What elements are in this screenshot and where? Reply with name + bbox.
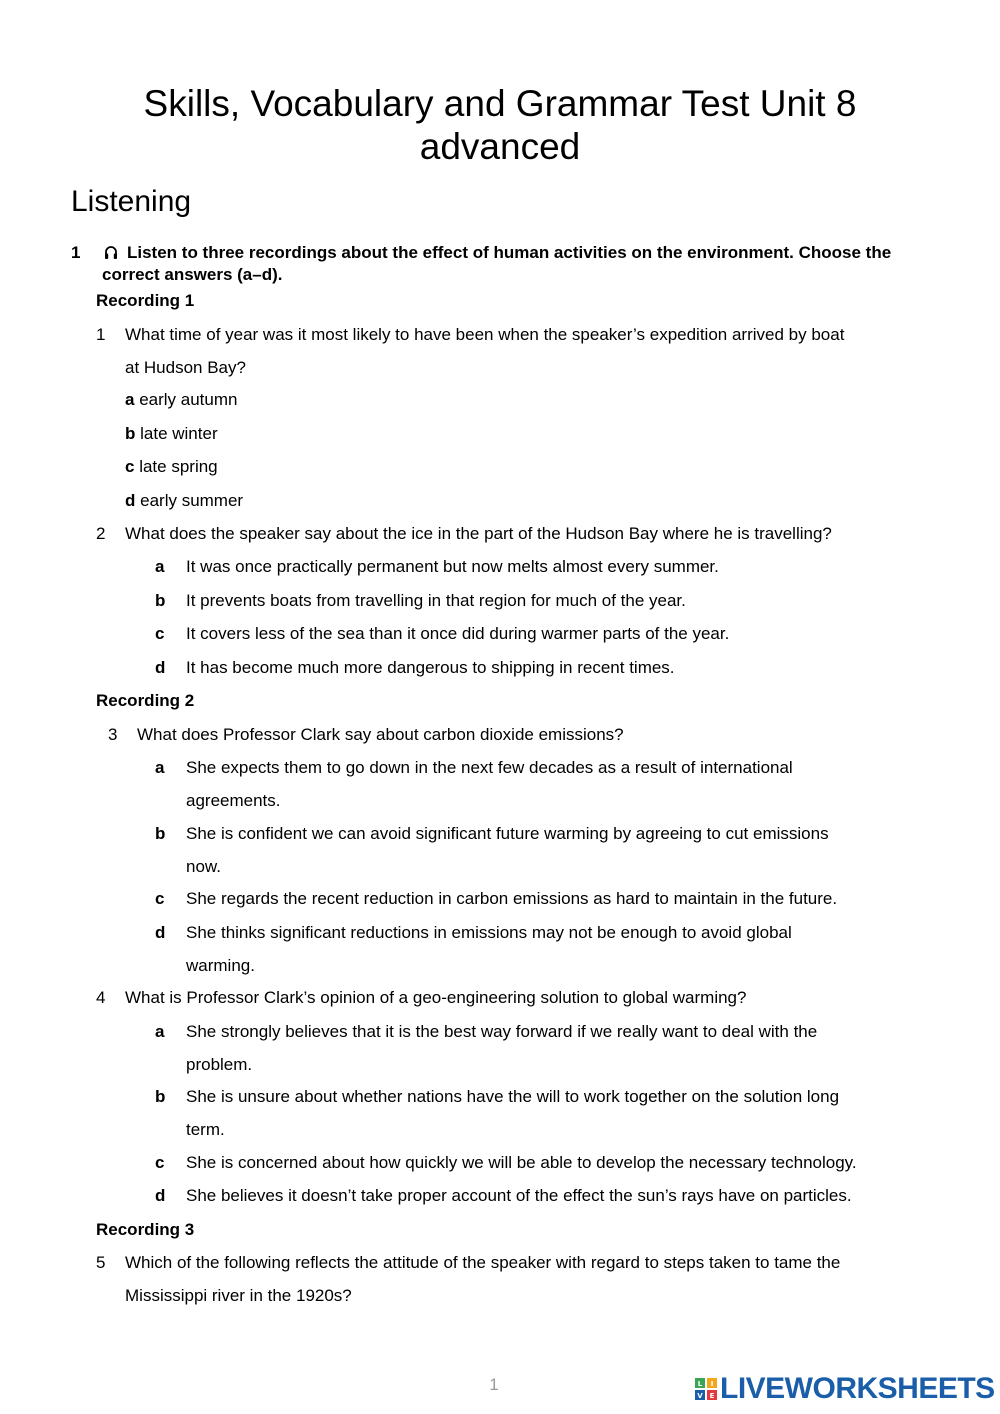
option-text-line-1: She is confident we can avoid significant future warming by agreeing to cut emissions <box>186 824 829 843</box>
recording-heading-2: Recording 2 <box>96 691 195 710</box>
question-number: 3 <box>108 725 118 744</box>
option-1c[interactable] <box>125 456 218 478</box>
option-text-line-1: She is unsure about whether nations have the will to work together on the solution long <box>186 1087 840 1106</box>
logo-letter-i: I <box>710 1380 714 1388</box>
task-number: 1 <box>71 243 81 262</box>
option-text: She regards the recent reduction in carbon emissions as hard to maintain in the future. <box>186 889 838 908</box>
brand-name: LIVEWORKSHEETS <box>720 1372 995 1405</box>
option-text: It has become much more dangerous to shipping in recent times. <box>186 658 675 677</box>
question-text: What is Professor Clark’s opinion of a geo-engineering solution to global warming? <box>125 988 747 1007</box>
option-text: late winter <box>140 424 218 443</box>
option-letter: d <box>155 1186 166 1205</box>
option-text-line-2: term. <box>186 1120 225 1139</box>
title-line-2: advanced <box>419 126 581 167</box>
option-letter: b <box>155 824 166 843</box>
option-1a[interactable] <box>125 389 237 411</box>
option-text: She believes it doesn’t take proper account of the effect the sun’s rays have on particles. <box>186 1186 852 1205</box>
question-text-line-1: Which of the following reflects the attitude of the speaker with regard to steps taken to tame the <box>125 1253 841 1272</box>
liveworksheets-logo[interactable] <box>694 1374 995 1404</box>
question-number: 5 <box>96 1253 106 1272</box>
liveworksheets-logo-icon <box>694 1377 718 1401</box>
option-text: It prevents boats from travelling in that region for much of the year. <box>186 591 686 610</box>
option-letter: c <box>155 889 165 908</box>
option-letter: a <box>155 1022 165 1041</box>
title-line-1: Skills, Vocabulary and Grammar Test Unit 8 <box>143 83 857 124</box>
page-title <box>0 82 1000 168</box>
question-text: What does the speaker say about the ice in the part of the Hudson Bay where he is travelling? <box>125 524 832 543</box>
option-letter: c <box>125 457 135 476</box>
option-letter: c <box>155 1153 165 1172</box>
option-text-line-1: She strongly believes that it is the best way forward if we really want to deal with the <box>186 1022 818 1041</box>
option-letter: d <box>155 658 166 677</box>
option-text-line-2: problem. <box>186 1055 253 1074</box>
option-text: She is concerned about how quickly we will be able to develop the necessary technology. <box>186 1153 857 1172</box>
option-text: It was once practically permanent but now melts almost every summer. <box>186 557 719 576</box>
option-1b[interactable] <box>125 423 218 445</box>
option-text-line-2: warming. <box>186 956 255 975</box>
question-text-line-2: Mississippi river in the 1920s? <box>125 1286 352 1305</box>
question-text-line-1: What time of year was it most likely to have been when the speaker’s expedition arrived by boat <box>125 325 845 344</box>
recording-heading-1: Recording 1 <box>96 291 195 310</box>
option-text-line-2: now. <box>186 857 221 876</box>
option-text-line-2: agreements. <box>186 791 281 810</box>
option-letter: d <box>155 923 166 942</box>
option-letter: d <box>125 491 136 510</box>
option-text: late spring <box>139 457 218 476</box>
option-letter: a <box>155 758 165 777</box>
question-number: 1 <box>96 325 106 344</box>
option-text-line-1: She thinks significant reductions in emissions may not be enough to avoid global <box>186 923 792 942</box>
option-letter: a <box>125 390 135 409</box>
question-text: What does Professor Clark say about carbon dioxide emissions? <box>137 725 624 744</box>
option-letter: b <box>155 1087 166 1106</box>
option-letter: c <box>155 624 165 643</box>
logo-letter-v: V <box>697 1392 703 1400</box>
question-text-line-2: at Hudson Bay? <box>125 358 246 377</box>
question-number: 2 <box>96 524 106 543</box>
page-number: 1 <box>489 1375 499 1394</box>
recording-heading-3: Recording 3 <box>96 1220 195 1239</box>
option-letter: a <box>155 557 165 576</box>
option-text: early autumn <box>139 390 238 409</box>
option-letter: b <box>155 591 166 610</box>
option-text: early summer <box>140 491 244 510</box>
option-letter: b <box>125 424 136 443</box>
logo-letter-l: L <box>697 1380 703 1388</box>
option-text-line-1: She expects them to go down in the next few decades as a result of international <box>186 758 793 777</box>
option-text: It covers less of the sea than it once did during warmer parts of the year. <box>186 624 730 643</box>
logo-letter-e: E <box>709 1392 715 1400</box>
option-1d[interactable] <box>125 490 243 512</box>
section-heading: Listening <box>71 185 192 218</box>
task-text: Listen to three recordings about the effect of human activities on the environment. Choose the correct answers (a–d). <box>102 243 892 284</box>
question-number: 4 <box>96 988 106 1007</box>
